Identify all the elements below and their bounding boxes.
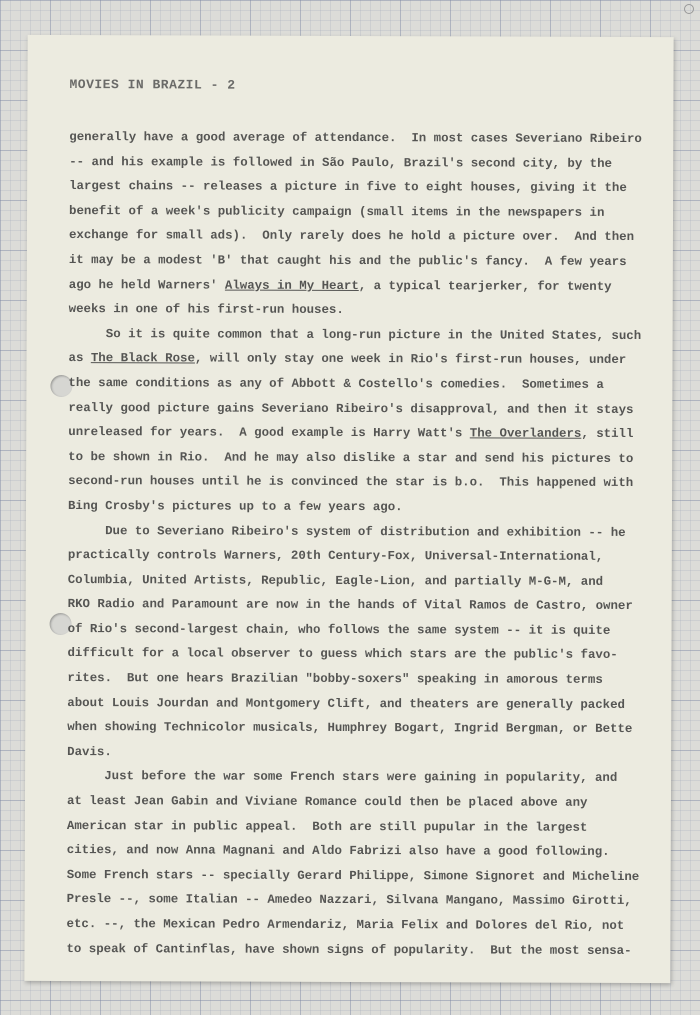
text-segment: -- and his example is followed in São Paulo, Brazil's second city, by the bbox=[69, 154, 613, 171]
text-segment: , will only stay one week in Rio's first-run houses, under bbox=[194, 351, 627, 368]
text-segment: the same conditions as any of Abbott & Costello's comedies. Sometimes a bbox=[68, 375, 604, 392]
text-segment: Due to Severiano Ribeiro's system of distribution and exhibition -- he bbox=[67, 523, 626, 540]
text-line bbox=[69, 223, 659, 250]
text-segment: weeks in one of his first-run houses. bbox=[68, 302, 344, 318]
text-segment: American star in public appeal. Both are still pupular in the largest bbox=[66, 818, 588, 835]
text-line bbox=[68, 420, 658, 447]
text-segment: Just before the war some French stars were gaining in popularity, and bbox=[67, 769, 618, 786]
text-line bbox=[68, 494, 658, 521]
text-segment: exchange for small ads). Only rarely does he hold a picture over. And then bbox=[68, 228, 635, 245]
text-segment: it may be a modest 'B' that caught his and the public's fancy. A few years bbox=[68, 252, 627, 269]
text-line bbox=[68, 346, 658, 373]
text-line bbox=[68, 396, 658, 423]
text-segment: Columbia, United Artists, Republic, Eagle-Lion, and partially M-G-M, and bbox=[67, 572, 604, 589]
text-segment: ago he held Warners' bbox=[68, 277, 225, 293]
body-text bbox=[66, 125, 659, 963]
text-line bbox=[67, 838, 657, 865]
text-line bbox=[68, 592, 658, 619]
film-title: The Overlanders bbox=[469, 426, 582, 441]
text-line bbox=[68, 617, 658, 644]
text-line bbox=[67, 715, 657, 742]
text-line bbox=[67, 814, 657, 841]
text-line bbox=[67, 789, 657, 816]
text-segment: RKO Radio and Paramount are now in the hands of Vital Ramos de Castro, owner bbox=[67, 597, 633, 614]
text-segment: about Louis Jourdan and Montgomery Clift, and theaters are generally packed bbox=[67, 695, 626, 712]
text-segment: Bing Crosby's pictures up to a few years ago. bbox=[67, 498, 403, 515]
text-segment: unreleased for years. A good example is Harry Watt's bbox=[68, 425, 470, 441]
text-segment: when showing Technicolor musicals, Humphrey Bogart, Ingrid Bergman, or Bette bbox=[67, 720, 633, 737]
text-line bbox=[67, 641, 657, 668]
text-line bbox=[68, 371, 658, 398]
text-segment: practically controls Warners, 20th Century-Fox, Universal-International, bbox=[67, 548, 604, 564]
text-line bbox=[68, 543, 658, 570]
text-line bbox=[66, 937, 656, 964]
text-line bbox=[67, 691, 657, 718]
text-line bbox=[67, 912, 657, 939]
corner-mark bbox=[684, 4, 694, 14]
text-segment: largest chains -- releases a picture in five to eight houses, giving it the bbox=[69, 179, 627, 196]
text-segment: Davis. bbox=[67, 744, 112, 760]
text-line bbox=[69, 125, 659, 152]
text-line bbox=[67, 887, 657, 914]
text-segment: generally have a good average of attendance. In most cases Severiano Ribeiro bbox=[69, 130, 642, 147]
text-segment: of Rio's second-largest chain, who follows the same system -- it is quite bbox=[67, 621, 611, 638]
text-line bbox=[69, 297, 659, 324]
text-line bbox=[69, 248, 659, 275]
text-segment: at least Jean Gabin and Viviane Romance could then be placed above any bbox=[66, 794, 588, 810]
text-segment: to be shown in Rio. And he may also dislike a star and send his pictures to bbox=[68, 449, 634, 466]
text-segment: , still bbox=[581, 426, 634, 442]
text-line bbox=[68, 519, 658, 546]
text-segment: So it is quite common that a long-run picture in the United States, such bbox=[68, 326, 642, 343]
text-segment: etc. --, the Mexican Pedro Armendariz, Maria Felix and Dolores del Rio, not bbox=[66, 917, 625, 933]
text-line bbox=[68, 568, 658, 595]
text-segment: to speak of Cantinflas, have shown signs of popularity. But the most sensa- bbox=[66, 941, 632, 958]
text-segment: rites. But one hears Brazilian "bobby-soxers" speaking in amorous terms bbox=[67, 671, 603, 687]
film-title: The Black Rose bbox=[90, 351, 195, 366]
text-segment: difficult for a local observer to guess which stars are the public's favo- bbox=[67, 646, 618, 663]
text-line bbox=[67, 740, 657, 767]
text-line bbox=[69, 150, 659, 177]
text-segment: really good picture gains Severiano Ribeiro's disapproval, and then it stays bbox=[68, 400, 634, 417]
text-line bbox=[67, 666, 657, 693]
text-line bbox=[67, 863, 657, 890]
text-segment: benefit of a week's publicity campaign (small items in the newspapers in bbox=[69, 203, 605, 220]
text-segment: Presle --, some Italian -- Amedeo Nazzari, Silvana Mangano, Massimo Girotti, bbox=[66, 892, 632, 909]
text-segment: as bbox=[68, 351, 91, 366]
film-title: Always in My Heart bbox=[224, 278, 359, 293]
text-line bbox=[67, 764, 657, 791]
page-header: MOVIES IN BRAZIL - 2 bbox=[69, 77, 236, 93]
text-segment: Some French stars -- specially Gerard Philippe, Simone Signoret and Micheline bbox=[66, 867, 640, 884]
text-line bbox=[69, 273, 659, 300]
typed-page bbox=[24, 35, 673, 983]
text-line bbox=[69, 322, 659, 349]
text-line bbox=[68, 469, 658, 496]
text-line bbox=[69, 174, 659, 201]
text-segment: , a typical tearjerker, for twenty bbox=[358, 278, 612, 294]
text-segment: second-run houses until he is convinced the star is b.o. This happened with bbox=[68, 474, 634, 491]
text-line bbox=[69, 199, 659, 226]
text-segment: cities, and now Anna Magnani and Aldo Fabrizi also have a good following. bbox=[66, 843, 610, 860]
text-line bbox=[68, 445, 658, 472]
